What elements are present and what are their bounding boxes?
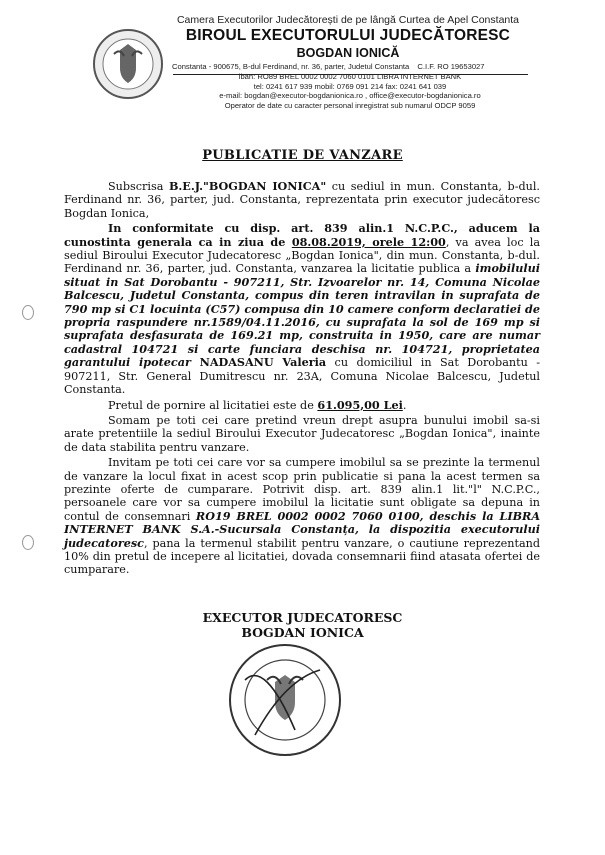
operator-line: Operator de date cu caracter personal inregistrat sub numarul ODCP 9059 bbox=[224, 101, 476, 111]
contact-block bbox=[172, 62, 528, 111]
bailiff-name: BOGDAN IONICĂ bbox=[296, 46, 400, 60]
address: Constanta - 900675, B-dul Ferdinand, nr. 36, parter, Judetul Constanta bbox=[172, 62, 410, 71]
auction-date: 08.08.2019, orele 12:00 bbox=[291, 234, 446, 249]
iban-line: iban: RO89 BREL 0002 0002 7060 0101 LIBRA INTERNET BANK bbox=[238, 71, 462, 81]
paragraph-auction: In conformitate cu disp. art. 839 alin.1 N.C.P.C., aducem la cunostinta generala ca in ziua de 08.08.2019, orele 12:00, va avea loc la sediul Biroului Executor Judecatoresc „Bogdan Ionica", din mun. Constanta, b-dul. Ferdinand nr. 36, parter, jud. Constanta, vanzarea la licitatie publica a imobilului situat in Sat Dorobantu - 907211, Str. Izvoarelor nr. 14, Comuna Nicolae Balcescu, Judetul Constanta, compus din teren intravilan in suprafata de 790 mp si C1 locuinta (C57) compusa din 10 camere conform declaratiei de propria raspundere nr.1589/04.11.2016, cu suprafata la sol de 169 mp si suprafata desfasurata de 169.21 mp, construita in 1950, care are numar cadastral 104721 si carte funciara deschisa nr. 104721, proprietatea garantului ipotecar NADASANU Valeria cu domiciliul in Sat Dorobantu - 907211, Str. General Dumitrescu nr. 23A, Comuna Nicolae Balcescu, Judetul Constanta. bbox=[64, 221, 541, 397]
phones-line: tel: 0241 617 939 mobil: 0769 091 214 fax: 0241 641 039 bbox=[253, 81, 447, 91]
paragraph-intro: Subscrisa B.E.J."BOGDAN IONICA" cu sediul in mun. Constanta, b-dul. Ferdinand nr. 36, parter, jud. Constanta, reprezentata prin executor judecătoresc Bogdan Ionica, bbox=[64, 179, 540, 220]
binder-hole bbox=[22, 535, 34, 550]
document-title: PUBLICATIE DE VANZARE bbox=[202, 148, 403, 163]
owner-name: NADASANU Valeria bbox=[199, 355, 327, 370]
deposit-account: RO19 BREL 0002 0002 7060 0100, deschis la LIBRA INTERNET BANK S.A.-Sucursala Constanța, la dispozitia executorului judecatoresc bbox=[64, 508, 540, 550]
address-line bbox=[172, 62, 528, 72]
starting-price: 61.095,00 Lei bbox=[317, 397, 403, 412]
letterhead bbox=[168, 14, 528, 60]
office-name: BIROUL EXECUTORULUI JUDECĂTORESC bbox=[185, 27, 511, 44]
chamber-name: Camera Executorilor Judecătorești de pe lângă Curtea de Apel Constanta bbox=[176, 14, 520, 26]
property-description: imobilului situat in Sat Dorobantu - 907211, Str. Izvoarelor nr. 14, Comuna Nicolae Balcescu, Judetul Constanta, compus din teren intravilan in suprafata de 790 mp si C1 locuinta (C57) compusa din 10 camere conform declaratiei de propria raspundere nr.1589/04.11.2016, cu suprafata la sol de 169 mp si suprafata desfasurata de 169.21 mp, construita in 1950, care are numar cadastral 104721 si carte funciara deschisa nr. 104721, proprietatea garantului ipotecar bbox=[64, 261, 540, 370]
document-body bbox=[64, 180, 540, 579]
romania-coat-of-arms-seal bbox=[92, 28, 164, 100]
cif: C.I.F. RO 19653027 bbox=[417, 62, 485, 71]
paragraph-summons: Somam pe toti cei care pretind vreun drept asupra bunului imobil sa-si arate pretentiile la sediul Biroului Executor Judecatoresc „Bogdan Ionica", inainte de data stabilita pentru vanzare. bbox=[64, 413, 540, 454]
signature-block bbox=[0, 610, 605, 640]
signature-name: BOGDAN IONICA bbox=[241, 625, 364, 640]
binder-hole bbox=[22, 305, 34, 320]
paragraph-invitation: Invitam pe toti cei care vor sa cumpere imobilul sa se prezinte la termenul de vanzare la locul fixat in acest scop prin publicatie si pana la acest termen sa prezinte oferte de cumparare. Potrivit disp. art. 839 alin.1 lit."l" N.C.P.C., persoanele care vor sa cumpere imobilul la licitatie sunt obligate sa depuna in contul de consemnari RO19 BREL 0002 0002 7060 0100, deschis la LIBRA INTERNET BANK S.A.-Sucursala Constanța, la dispozitia executorului judecatoresc, pana la termenul stabilit pentru vanzare, o cautiune reprezentand 10% din pretul de incepere al licitatiei, dovada consemnarii fiind atasata ofertei de cumparare. bbox=[64, 456, 540, 577]
signature-role: EXECUTOR JUDECATORESC bbox=[202, 610, 403, 625]
email-line: e-mail: bogdan@executor-bogdanionica.ro , office@executor-bogdanionica.ro bbox=[219, 91, 481, 101]
official-stamp bbox=[225, 640, 345, 760]
paragraph-price: Pretul de pornire al licitatiei este de 61.095,00 Lei. bbox=[108, 397, 407, 412]
